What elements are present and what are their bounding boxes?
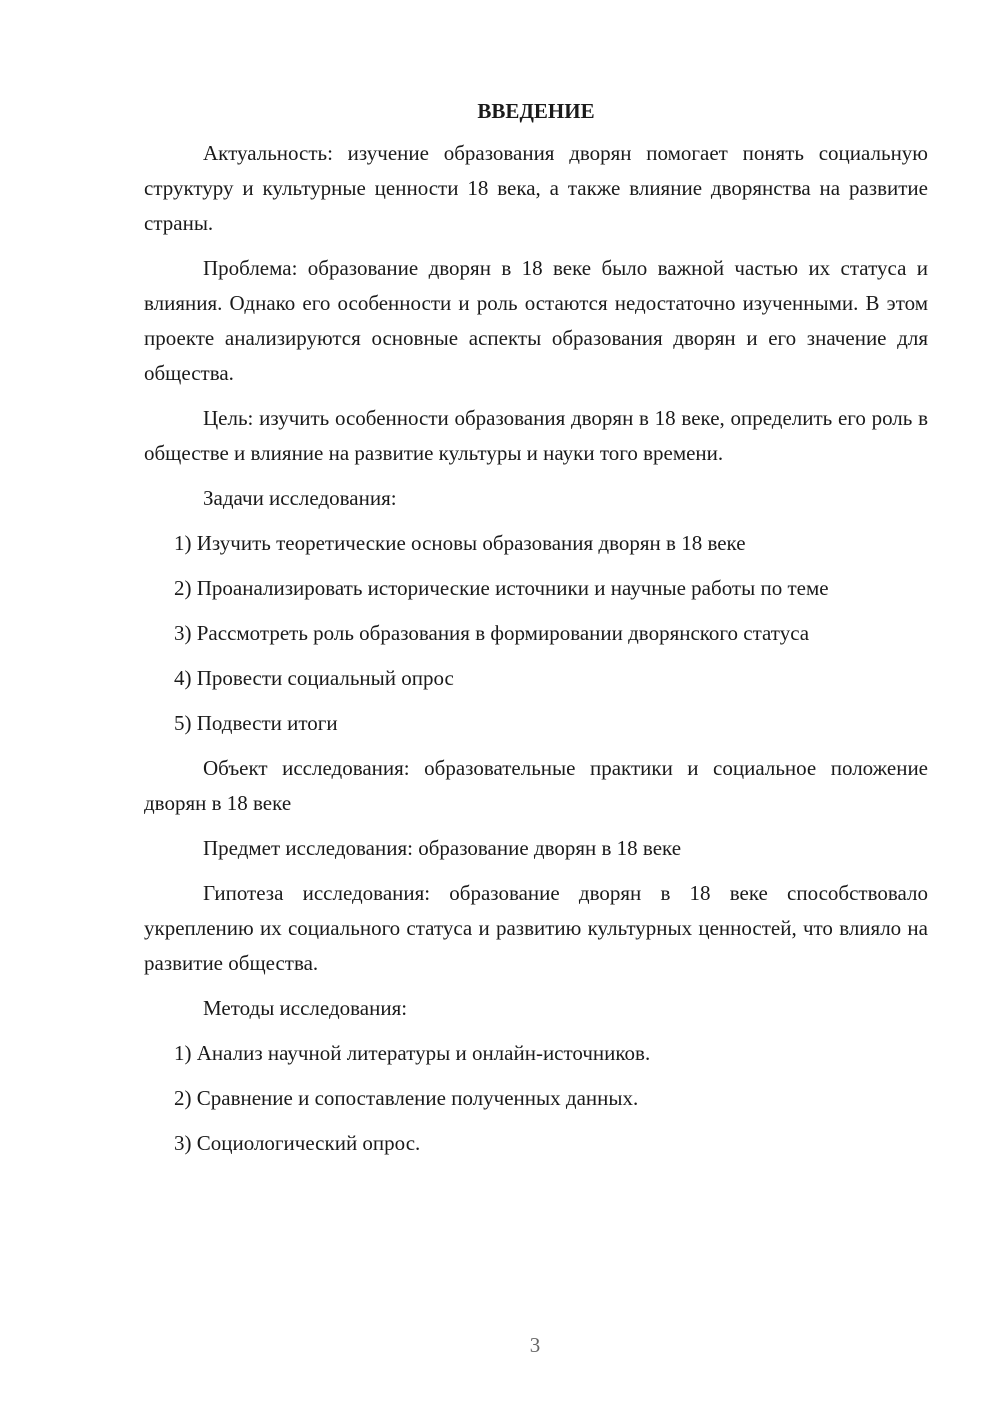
method-item: 2) Сравнение и сопоставление полученных данных. [174,1086,639,1110]
task-item: 1) Изучить теоретические основы образования дворян в 18 веке [174,531,746,555]
paragraph-subject: Предмет исследования: образование дворян в 18 веке [203,836,682,860]
task-item: 5) Подвести итоги [174,711,338,735]
tasks-heading: Задачи исследования: [203,486,397,510]
methods-heading: Методы исследования: [203,996,408,1020]
task-item: 2) Проанализировать исторические источники и научные работы по теме [174,576,829,600]
task-item: 3) Рассмотреть роль образования в формировании дворянского статуса [174,621,810,645]
paragraph-goal: Цель: изучить особенности образования дворян в 18 веке, определить его роль в обществе и влияние на развитие культуры и науки того времени. [144,406,928,465]
document-title: ВВЕДЕНИЕ [477,99,595,123]
task-item: 4) Провести социальный опрос [174,666,454,690]
paragraph-hypothesis: Гипотеза исследования: образование дворян в 18 веке способствовало укреплению их социального статуса и развитию культурных ценностей, что влияло на развитие общества. [144,881,928,975]
page-number: 3 [529,1333,541,1357]
method-item: 1) Анализ научной литературы и онлайн-источников. [174,1041,651,1065]
paragraph-object: Объект исследования: образовательные практики и социальное положение дворян в 18 веке [144,756,928,815]
paragraph-problem: Проблема: образование дворян в 18 веке было важной частью их статуса и влияния. Однако его особенности и роль остаются недостаточно изученными. В этом проекте анализируются основные аспекты образования дворян и его значение для общества. [144,256,928,385]
paragraph-actuality: Актуальность: изучение образования дворян помогает понять социальную структуру и культурные ценности 18 века, а также влияние дворянства на развитие страны. [144,141,928,235]
method-item: 3) Социологический опрос. [174,1131,421,1155]
document-page [144,96,928,1171]
